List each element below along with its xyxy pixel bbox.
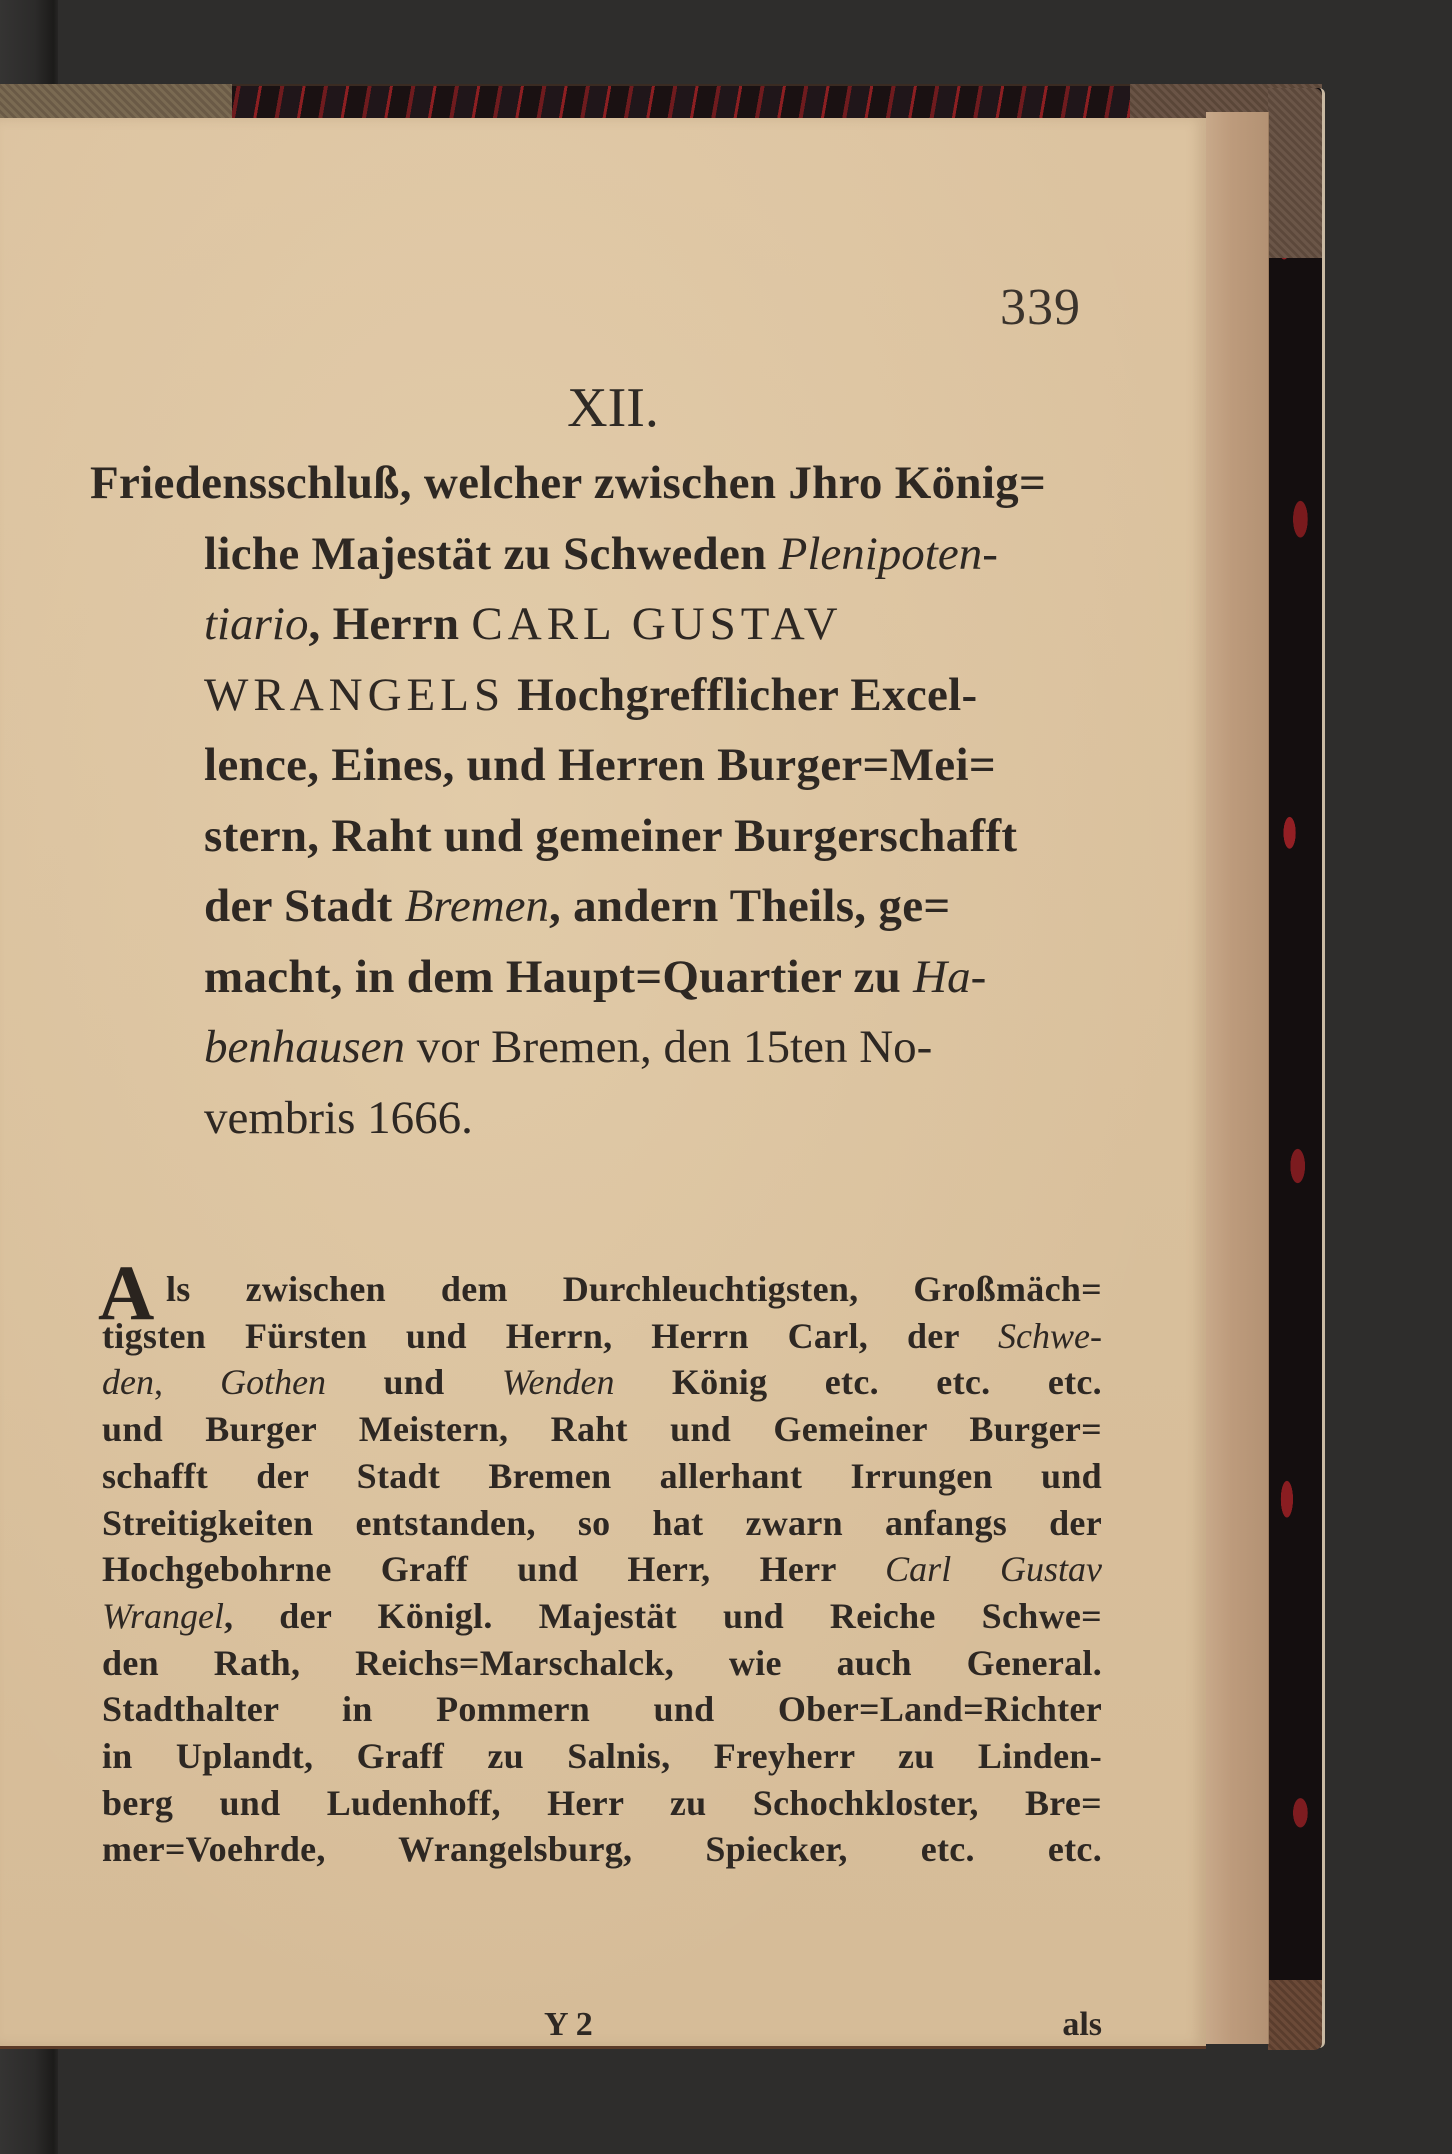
drop-cap: A xyxy=(98,1249,155,1336)
body-text: König etc. etc. etc. xyxy=(614,1362,1102,1403)
body-italic-text: Wrangel xyxy=(102,1595,224,1636)
body-line: schafft der Stadt Bremen allerhant Irrungen und xyxy=(102,1455,1102,1496)
heading-text: liche Majestät zu Schweden xyxy=(204,527,779,580)
heading-italic-text: Bremen xyxy=(404,880,550,932)
body-italic-text: Wenden xyxy=(501,1362,615,1403)
heading-caps-text: CARL GUSTAV xyxy=(471,598,843,650)
page-footer xyxy=(102,2006,1102,2056)
heading-text: der Stadt xyxy=(204,880,405,932)
book-page xyxy=(0,118,1206,2049)
heading-line: Friedensschluß, welcher zwischen Jhro König= xyxy=(90,457,1047,509)
body-line: mer=Voehrde, Wrangelsburg, Spiecker, etc. etc. xyxy=(102,1829,1102,1870)
body-text: tigsten Fürsten und Herrn, Herrn Carl, der xyxy=(102,1315,999,1356)
body-line xyxy=(102,1593,1102,1640)
heading-line xyxy=(90,660,1110,731)
heading-line xyxy=(90,1012,1110,1083)
body-line: Stadthalter in Pommern und Ober=Land=Richter xyxy=(102,1689,1102,1730)
body-line xyxy=(102,1546,1102,1593)
body-line: berg und Ludenhoff, Herr zu Schochkloster, Bre= xyxy=(102,1782,1102,1823)
chapter-heading xyxy=(90,448,1110,1153)
heading-line: lence, Eines, und Herren Burger=Mei= xyxy=(204,739,996,791)
body-line xyxy=(102,1359,1102,1406)
body-italic-text: den xyxy=(102,1362,154,1403)
heading-line: vembris 1666. xyxy=(204,1091,473,1144)
body-line: in Uplandt, Graff zu Salnis, Freyherr zu Linden- xyxy=(102,1736,1102,1777)
book-cover-cloth-corner-bottom-right xyxy=(1268,1980,1322,2050)
heading-line xyxy=(90,589,1110,660)
body-italic-text: Schwe- xyxy=(998,1315,1102,1356)
heading-caps-text: WRANGELS xyxy=(204,668,506,721)
heading-line: stern, Raht und gemeiner Burgerschafft xyxy=(204,809,1018,862)
body-line: Streitigkeiten entstanden, so hat zwarn anfangs der xyxy=(102,1502,1102,1543)
body-line: den Rath, Reichs=Marschalck, wie auch General. xyxy=(102,1642,1102,1683)
heading-text: Hochgrefflicher Excel- xyxy=(505,668,978,721)
heading-line xyxy=(90,942,1110,1013)
body-text: , xyxy=(153,1362,221,1403)
heading-italic-text: benhausen xyxy=(204,1021,406,1073)
signature-mark: Y 2 xyxy=(544,2006,593,2043)
catchword: als xyxy=(1062,2006,1102,2043)
heading-italic-text: tiario xyxy=(204,598,309,650)
body-text: und xyxy=(326,1362,502,1403)
chapter-number: XII. xyxy=(567,377,659,439)
page-fore-edge xyxy=(1206,112,1269,2044)
body-italic-text: Gothen xyxy=(220,1362,327,1403)
heading-italic-text: Plenipoten- xyxy=(778,527,998,580)
body-line xyxy=(102,1313,1102,1360)
heading-italic-text: Ha- xyxy=(913,950,987,1003)
heading-text: , Herrn xyxy=(308,598,472,650)
body-text: , der Königl. Majestät und Reiche Schwe= xyxy=(224,1595,1102,1636)
heading-line xyxy=(90,519,1110,590)
heading-text: vor Bremen, den 15ten No- xyxy=(405,1021,933,1073)
body-text: Hochgebohrne Graff und Herr, Herr xyxy=(102,1549,886,1590)
body-text: ls zwischen dem Durchleuchtigsten, Großmäch= xyxy=(166,1269,1102,1309)
book-cover-right-edge xyxy=(1268,88,1325,2048)
body-line: und Burger Meistern, Raht und Gemeiner Burger= xyxy=(102,1409,1102,1450)
heading-text: , andern Theils, ge= xyxy=(549,880,951,932)
book-cover-cloth-corner-top-right xyxy=(1268,88,1322,258)
body-italic-text: Carl Gustav xyxy=(885,1549,1102,1590)
body-paragraph xyxy=(98,1249,1102,1873)
heading-text: macht, in dem Haupt=Quartier zu xyxy=(204,950,914,1003)
heading-line xyxy=(90,871,1110,942)
page-number: 339 xyxy=(1000,279,1081,336)
